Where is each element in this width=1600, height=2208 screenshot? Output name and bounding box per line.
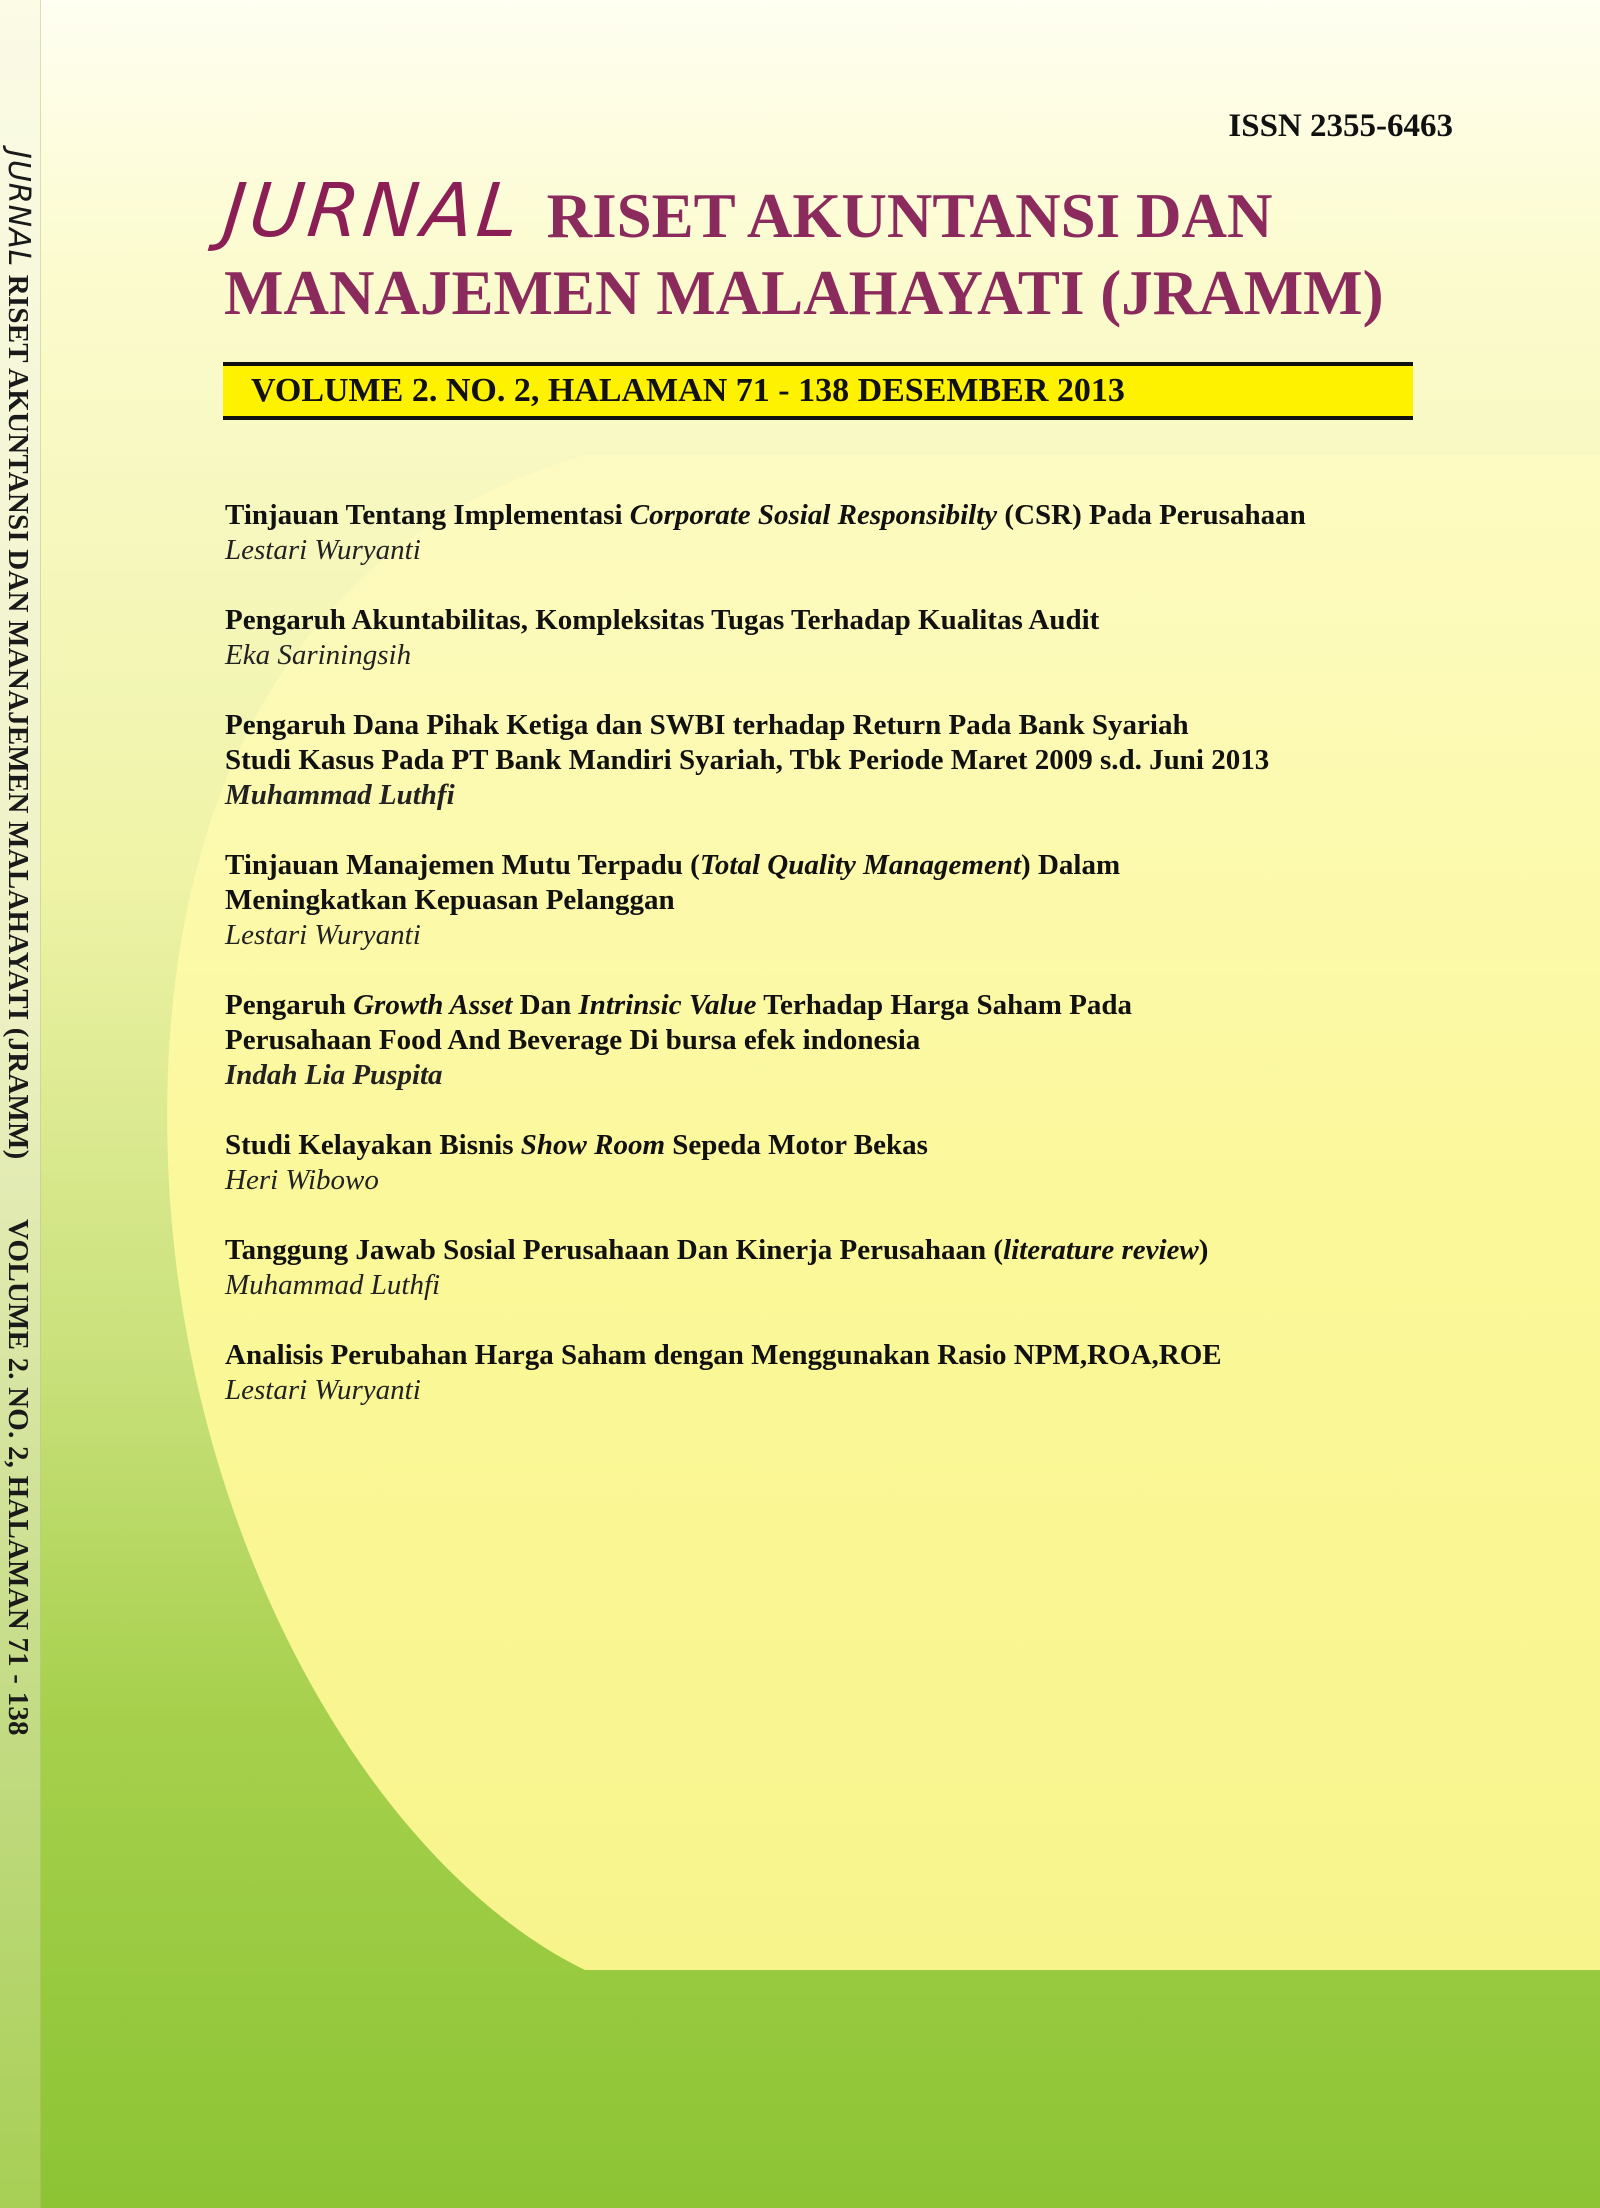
toc-item <box>225 708 1465 813</box>
toc-author: Lestari Wuryanti <box>225 919 421 951</box>
toc-title: Tinjauan Tentang Implementasi Corporate Sosial Responsibilty (CSR) Pada Perusahaan <box>225 499 1306 531</box>
toc-title: Tanggung Jawab Sosial Perusahaan Dan Kinerja Perusahaan (literature review) <box>225 1234 1209 1266</box>
toc-author: Heri Wibowo <box>225 1164 379 1196</box>
toc-author: Eka Sariningsih <box>225 639 412 671</box>
toc-item <box>225 1233 1465 1303</box>
spine-script-word: JURNAL <box>1 150 36 268</box>
toc-author: Muhammad Luthfi <box>225 779 455 811</box>
masthead-line-1 <box>219 160 1444 254</box>
volume-text: VOLUME 2. NO. 2, HALAMAN 71 - 138 DESEMBER 2013 <box>251 372 1125 409</box>
toc-title: Pengaruh Akuntabilitas, Kompleksitas Tugas Terhadap Kualitas Audit <box>225 604 1100 636</box>
toc-author: Indah Lia Puspita <box>225 1059 443 1091</box>
toc-item <box>225 848 1465 953</box>
volume-bar <box>223 362 1413 420</box>
spine-text <box>1 150 36 1736</box>
toc-item <box>225 1128 1465 1198</box>
toc-title-line-2: Studi Kasus Pada PT Bank Mandiri Syariah, Tbk Periode Maret 2009 s.d. Juni 2013 <box>225 744 1270 776</box>
toc-title: Pengaruh Growth Asset Dan Intrinsic Value Terhadap Harga Saham Pada <box>225 989 1133 1021</box>
issn-label: ISSN 2355-6463 <box>1228 108 1453 144</box>
toc-author: Muhammad Luthfi <box>225 1269 441 1301</box>
spine <box>0 0 41 2208</box>
spine-volume: VOLUME 2. NO. 2, HALAMAN 71 - 138 <box>2 1219 34 1736</box>
toc-item <box>225 498 1465 568</box>
masthead-title-line-1: RISET AKUNTANSI DAN <box>546 181 1273 251</box>
jurnal-script-word: JURNAL <box>219 168 528 254</box>
toc-title: Studi Kelayakan Bisnis Show Room Sepeda Motor Bekas <box>225 1129 928 1161</box>
toc-title: Tinjauan Manajemen Mutu Terpadu (Total Quality Management) Dalam <box>225 849 1121 881</box>
masthead <box>219 160 1444 328</box>
spine-title: RISET AKUNTANSI DAN MANAJEMEN MALAHAYATI (JRAMM) <box>2 274 34 1160</box>
toc-author: Lestari Wuryanti <box>225 1374 421 1406</box>
table-of-contents <box>225 498 1465 1443</box>
toc-title: Analisis Perubahan Harga Saham dengan Menggunakan Rasio NPM,ROA,ROE <box>225 1339 1222 1371</box>
toc-title-line-2: Meningkatkan Kepuasan Pelanggan <box>225 884 675 916</box>
toc-item <box>225 603 1465 673</box>
toc-title-line-2: Perusahaan Food And Beverage Di bursa efek indonesia <box>225 1024 921 1056</box>
masthead-title-line-2: MANAJEMEN MALAHAYATI (JRAMM) <box>224 258 1384 328</box>
toc-author: Lestari Wuryanti <box>225 534 421 566</box>
toc-item <box>225 1338 1465 1408</box>
toc-title: Pengaruh Dana Pihak Ketiga dan SWBI terhadap Return Pada Bank Syariah <box>225 709 1189 741</box>
toc-item <box>225 988 1465 1093</box>
